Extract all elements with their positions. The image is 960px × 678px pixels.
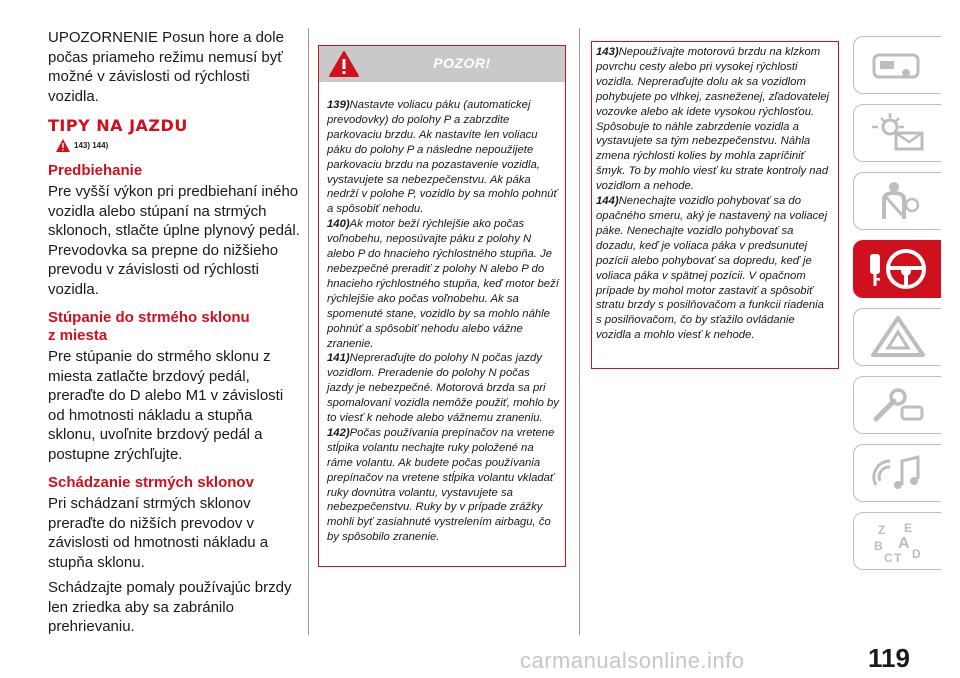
- warning-num: 143): [596, 46, 619, 58]
- index-letter: D: [911, 547, 921, 561]
- chapter-sidebar: [853, 36, 941, 580]
- text-overtaking: Pre vyšší výkon pri predbiehaní iného vozidla alebo stúpaní na strmých sklonoch, stlačte úplne plynový pedál. Prevodovka sa prepne do nižšieho prevodu v závislosti od rýchlosti vozidla.: [48, 183, 300, 298]
- tab-emergency[interactable]: [853, 308, 941, 366]
- warning-refs-text: 143) 144): [74, 141, 109, 150]
- warning-item-text: Nepoužívajte motorovú brzdu na klzkom povrchu cesty alebo pri vysokej rýchlosti vozidla. Nepreraďujte dolu ak sa vozidlom pohybujete po vlhkej, zasneženej, zľadovatelej vozovke alebo ak idete vysokou rýchlosťou. Spôsobuje to náhle zabrzdenie vozidla a vystavujete sa tým nebezpečenstvu. Náhla zmena rýchlosti kolies by mohla zapríčiniť šmyk. To by mohlo viesť ku strate kontroly nad vozidlom a nehode.: [596, 46, 830, 193]
- index-letter: B: [873, 539, 883, 553]
- index-letter: E: [903, 521, 912, 535]
- warning-num: 142): [327, 426, 350, 439]
- warning-num: 140): [327, 218, 350, 231]
- steering-wheel-key-icon: [864, 246, 932, 292]
- index-letter: A: [897, 535, 910, 552]
- page-number: 119: [868, 643, 910, 673]
- main-column: [48, 28, 300, 637]
- warning-num: 139): [327, 99, 350, 111]
- tab-car[interactable]: [853, 36, 941, 94]
- tab-dashboard-lights[interactable]: [853, 104, 941, 162]
- tab-driving[interactable]: [853, 240, 941, 298]
- warning-item-text: Ak motor beží rýchlejšie ako počas voľnobehu, neposúvajte páku z polohy N alebo P do hnacieho rýchlostného stupňa. Je nebezpečné preradiť z polohy N alebo P do hnacieho rýchlostného stupňa, keď motor beží rýchlejšie ako počas voľnobehu. Ak sa spomenuté stane, vozidlo by sa mohlo náhle pohnúť a spôsobiť nehodu alebo vážne zranenie.: [327, 218, 559, 350]
- warning-item-text: Nastavte voliacu páku (automatickej prevodovky) do polohy P a zabrzdite parkovaciu brzdu. Ak nastavíte len voliacu páku do polohy P a následne nepoužijete parkovaciu brzdu na pozastavenie vozidla, vystavujete sa nebezpečenstvu. Ak páka nedrží v polohe P, vozidlo by sa mohlo pohnúť a spôsobiť nehodu.: [327, 99, 558, 216]
- heading-downhill: Schádzanie strmých sklonov: [48, 474, 254, 491]
- column-divider: [308, 28, 309, 635]
- wrench-car-icon: [868, 383, 928, 427]
- warning-num: 144): [596, 195, 619, 208]
- warning-item-text: Počas používania prepínačov na vretene stĺpika volantu nechajte ruky položené na ráme volantu. Ak budete počas používania prepínačov na vretene stĺpika volantu vkladať ruky dovnútra volantu, vystavujete sa nebezpečenstvu. Ruky by v prípade zrážky mohli byť zasiahnuté vystrelením airbagu, čo by spôsobilo zranenie.: [327, 426, 555, 544]
- section-title: TIPY NA JAZDU: [48, 116, 188, 135]
- index-letter: T: [893, 551, 901, 564]
- text-downhill-2: Schádzajte pomaly používajúc brzdy len zriedka aby sa zabránilo prehrievaniu.: [48, 579, 292, 635]
- heading-uphill-line2: z miesta: [48, 327, 108, 344]
- intro-note: UPOZORNENIE Posun hore a dole počas priameho režimu nemusí byť možné v závislosti od rýchlosti vozidla.: [48, 29, 284, 105]
- warning-box: [318, 45, 566, 567]
- column-divider: [579, 28, 580, 635]
- warning-triangle-icon: [56, 139, 70, 152]
- tab-index[interactable]: [853, 512, 941, 570]
- warning-box-text: [319, 82, 565, 545]
- heading-overtaking: Predbiehanie: [48, 162, 143, 179]
- tab-safety[interactable]: [853, 172, 941, 230]
- warning-box-title: POZOR!: [433, 55, 491, 71]
- warning-num: 141): [327, 352, 350, 365]
- warning-refs: [56, 139, 300, 152]
- watermark: carmanualsonline.info: [520, 648, 745, 673]
- index-letter: C: [883, 551, 893, 564]
- music-note-icon: [868, 451, 928, 495]
- dashboard-lights-icon: [868, 111, 928, 155]
- tab-multimedia[interactable]: [853, 444, 941, 502]
- heading-uphill-line1: Stúpanie do strmého sklonu: [48, 309, 250, 326]
- warning-item-text: Nepreraďujte do polohy N počas jazdy vozidlom. Preradenie do polohy N počas jazdy je nebezpečné. Motorová brzda sa pri spomalovaní vozidla nemôže použiť, mohlo by to viesť k nehode alebo vážnemu zraneniu.: [327, 352, 559, 425]
- car-icon: [868, 45, 928, 85]
- alphabet-index-icon: [868, 518, 928, 564]
- warning-box-continued: [591, 41, 839, 369]
- text-downhill-1: Pri schádzaní strmých sklonov preraďte do nižších prevodov v závislosti od hmotnosti nákladu a stupňa sklonu.: [48, 495, 269, 571]
- index-letter: Z: [877, 523, 885, 537]
- text-uphill: Pre stúpanie do strmého sklonu z miesta zatlačte brzdový pedál, preraďte do D alebo M1 v závislosti od hmotnosti nákladu a stupňa sklonu, uvoľnite brzdový pedál a postupne zrýchľujte.: [48, 348, 284, 463]
- warning-triangle-icon: [868, 315, 928, 359]
- seatbelt-person-icon: [868, 179, 928, 223]
- warning-box-continued-text: [596, 45, 832, 343]
- warning-item-text: Nenechajte vozidlo pohybovať sa do opačného smeru, aký je nastavený na voliacej páke. Nenechajte vozidlo pohybovať sa dozadu, keď je voliaca páka v predsunutej pozícii alebo pohybovať sa dopredu, keď je voliaca páka v spätnej pozícii. V opačnom prípade by mohol motor zastaviť a spôsobiť stratu brzdy s posilňovačom a funkcii riadenia s posilňovačom, čo by sťažilo ovládanie vozidla a mohlo viesť k nehode.: [596, 195, 828, 342]
- heading-uphill: [48, 309, 300, 345]
- warning-box-header: [319, 46, 565, 82]
- tab-maintenance[interactable]: [853, 376, 941, 434]
